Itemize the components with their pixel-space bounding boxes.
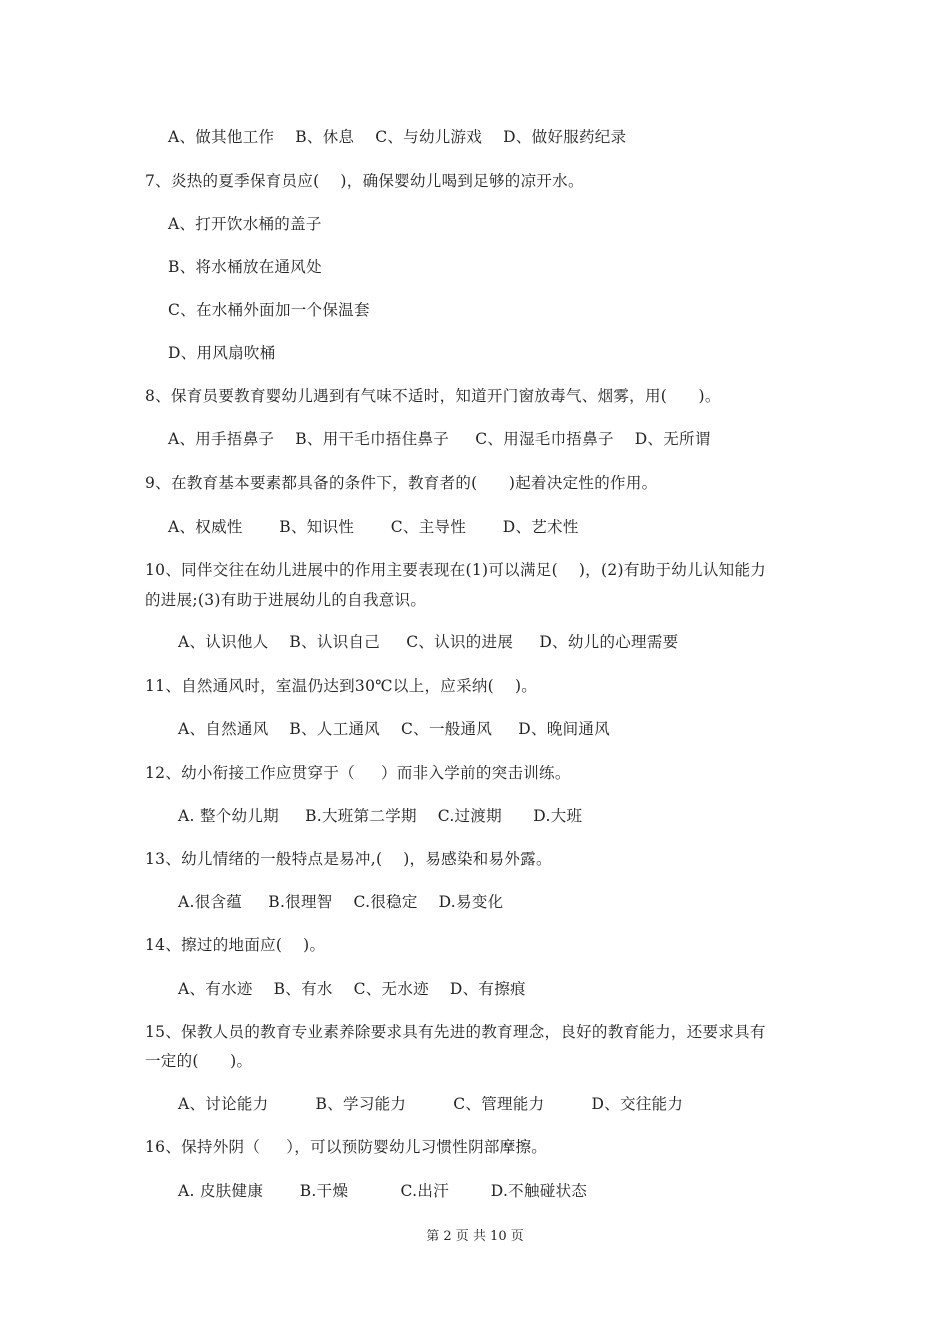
- q14-question: 14、擦过的地面应( )。: [145, 936, 326, 954]
- q7-option-a: A、打开饮水桶的盖子: [168, 215, 322, 233]
- q15-options: A、讨论能力 B、学习能力 C、管理能力 D、交往能力: [178, 1095, 684, 1113]
- page-footer: 第 2 页 共 10 页: [426, 1229, 524, 1244]
- q7-option-b: B、将水桶放在通风处: [168, 258, 322, 276]
- q8-options: A、用手捂鼻子 B、用干毛巾捂住鼻子 C、用湿毛巾捂鼻子 D、无所谓: [168, 430, 711, 448]
- q13-question: 13、幼儿情绪的一般特点是易冲,( )，易感染和易外露。: [145, 850, 552, 868]
- q7-option-d: D、用风扇吹桶: [168, 344, 276, 362]
- q11-options: A、自然通风 B、人工通风 C、一般通风 D、晚间通风: [178, 720, 611, 738]
- q16-options: A. 皮肤健康 B.干燥 C.出汗 D.不触碰状态: [178, 1182, 588, 1200]
- q16-question: 16、保持外阴（ ），可以预防婴幼儿习惯性阴部摩擦。: [145, 1138, 548, 1156]
- q11-question: 11、自然通风时，室温仍达到30℃以上，应采纳( )。: [145, 677, 538, 695]
- q13-options: A.很含蕴 B.很理智 C.很稳定 D.易变化: [178, 893, 504, 911]
- q12-question: 12、幼小衔接工作应贯穿于（ ）而非入学前的突击训练。: [145, 764, 571, 782]
- q14-options: A、有水迹 B、有水 C、无水迹 D、有擦痕: [178, 980, 526, 998]
- q12-options: A. 整个幼儿期 B.大班第二学期 C.过渡期 D.大班: [178, 807, 583, 825]
- q10-question-line1: 10、同伴交往在幼儿进展中的作用主要表现在(1)可以满足( )，(2)有助于幼儿认知能力: [145, 561, 767, 579]
- q8-question: 8、保育员要教育婴幼儿遇到有气味不适时，知道开门窗放毒气、烟雾，用( )。: [145, 387, 721, 405]
- q10-question-line2: 的进展;(3)有助于进展幼儿的自我意识。: [145, 591, 427, 609]
- q9-options: A、权威性 B、知识性 C、主导性 D、艺术性: [168, 518, 579, 536]
- q6-options: A、做其他工作 B、休息 C、与幼儿游戏 D、做好服药纪录: [168, 128, 627, 146]
- q7-option-c: C、在水桶外面加一个保温套: [168, 301, 370, 319]
- q9-question: 9、在教育基本要素都具备的条件下，教育者的( )起着决定性的作用。: [145, 474, 658, 492]
- q15-question-line2: 一定的( )。: [145, 1052, 253, 1070]
- q10-options: A、认识他人 B、认识自己 C、认识的进展 D、幼儿的心理需要: [178, 633, 679, 651]
- q15-question-line1: 15、保教人员的教育专业素养除要求具有先进的教育理念，良好的教育能力，还要求具有: [145, 1023, 766, 1041]
- q7-question: 7、炎热的夏季保育员应( )，确保婴幼儿喝到足够的凉开水。: [145, 172, 584, 190]
